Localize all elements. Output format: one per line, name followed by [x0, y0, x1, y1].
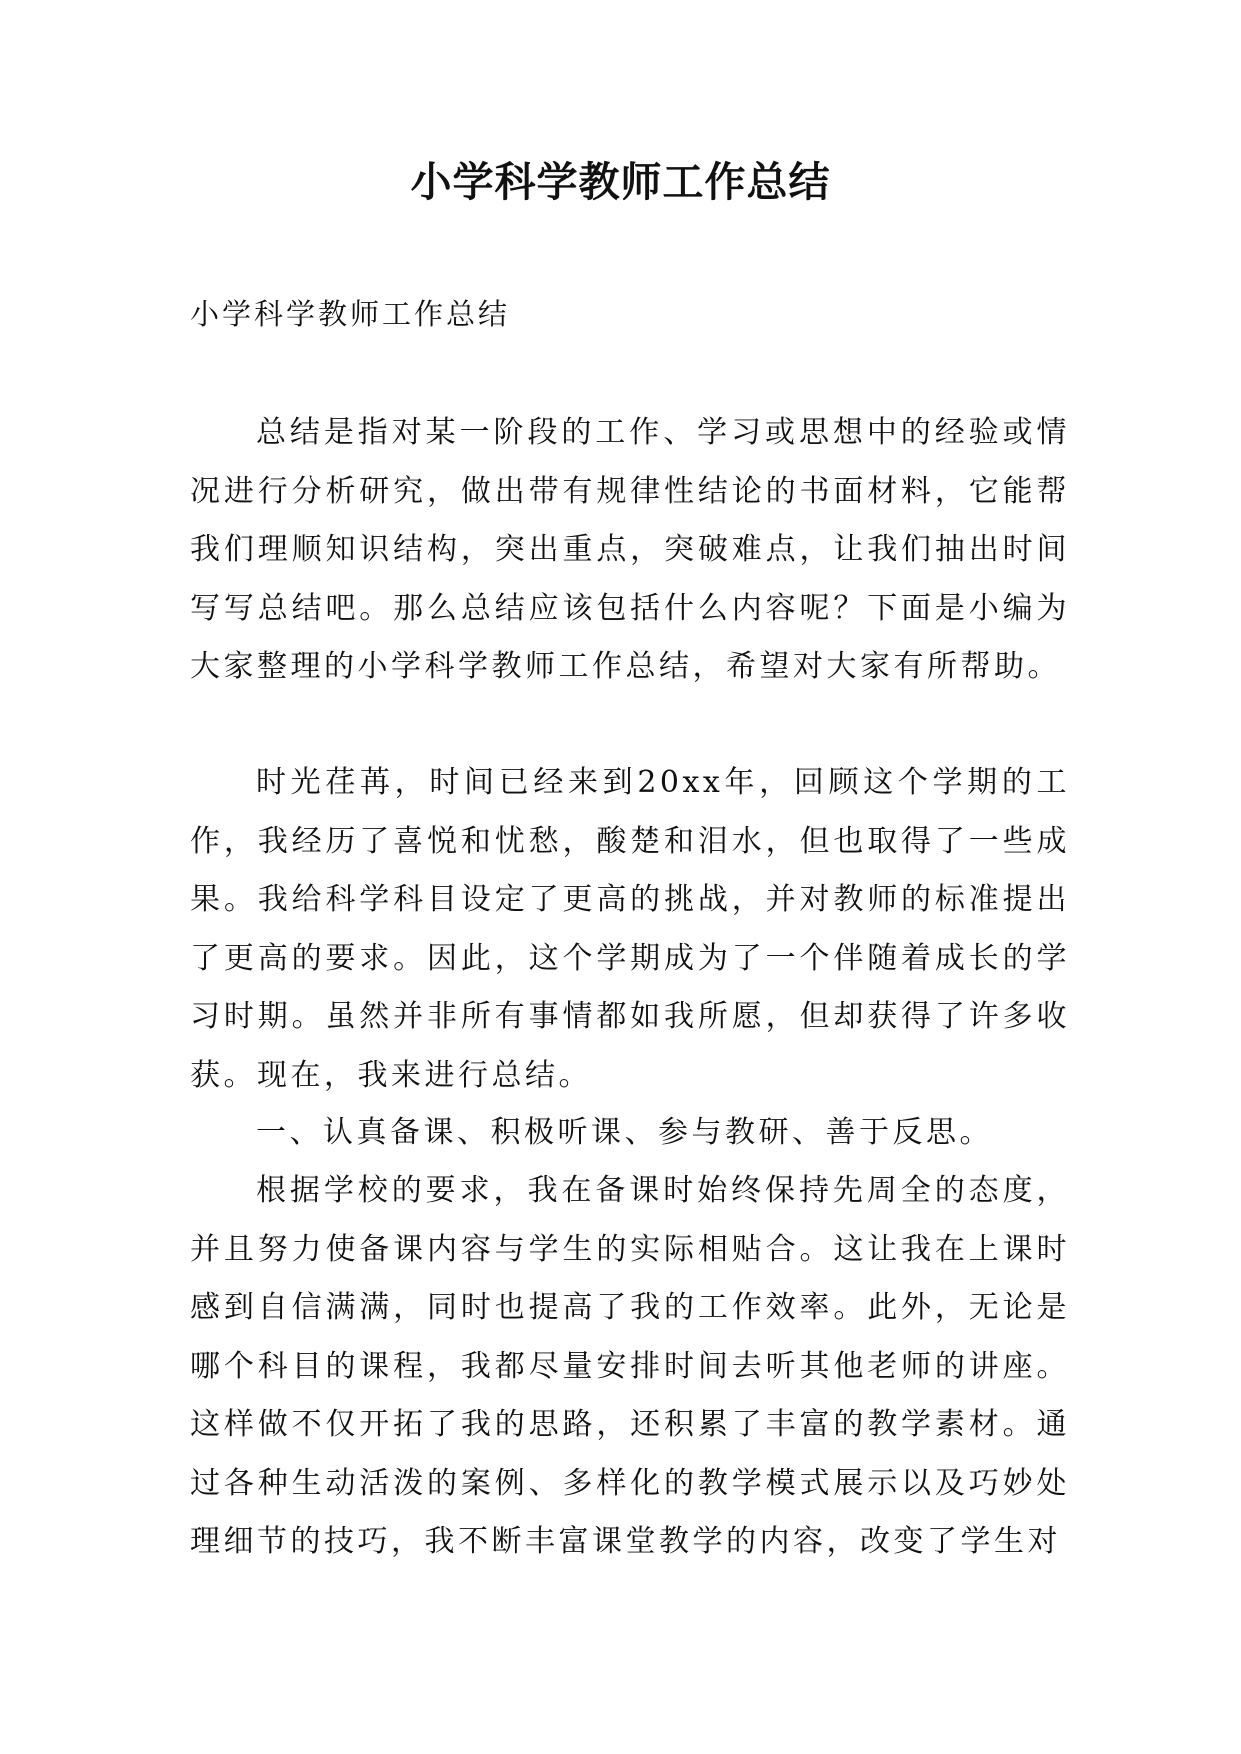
- section-heading-one: 一、认真备课、积极听课、参与教研、善于反思。: [256, 1115, 993, 1150]
- paragraph-lesson-prep: 根据学校的要求，我在备课时始终保持先周全的态度，并且努力使备课内容与学生的实际相贴合。这让我在上课时感到自信满满，同时也提高了我的工作效率。此外，无论是哪个科目的课程，我都尽量安排时间去听其他老师的讲座。这样做不仅开拓了我的思路，还积累了丰富的教学素材。通过各种生动活泼的案例、多样化的教学模式展示以及巧妙处理细节的技巧，我不断丰富课堂教学的内容，改变了学生对: [190, 1173, 1070, 1559]
- document-title: 小学科学教师工作总结: [410, 158, 831, 206]
- paragraph-review: 时光荏苒，时间已经来到20xx年，回顾这个学期的工作，我经历了喜悦和忧愁，酸楚和泪水，但也取得了一些成果。我给科学科目设定了更高的挑战，并对教师的标准提出了更高的要求。因此，这个学期成为了一个伴随着成长的学习时期。虽然并非所有事情都如我所愿，但却获得了许多收获。现在，我来进行总结。: [190, 765, 1070, 1093]
- paragraph-intro: 总结是指对某一阶段的工作、学习或思想中的经验或情况进行分析研究，做出带有规律性结论的书面材料，它能帮我们理顺知识结构，突出重点，突破难点，让我们抽出时间写写总结吧。那么总结应该包括什么内容呢？下面是小编为大家整理的小学科学教师工作总结，希望对大家有所帮助。: [190, 415, 1070, 684]
- document-subtitle: 小学科学教师工作总结: [190, 297, 511, 331]
